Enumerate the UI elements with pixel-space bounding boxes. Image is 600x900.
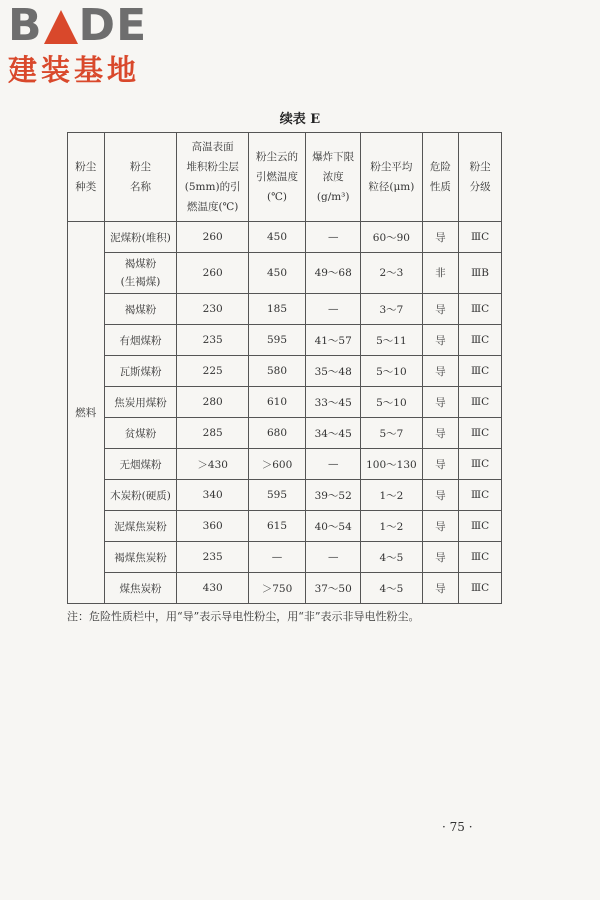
cell-dust-name: 泥煤焦炭粉 [104, 511, 177, 542]
cell-cloud-ignition-temp: 595 [248, 480, 305, 511]
cell-cloud-ignition-temp: 450 [248, 253, 305, 294]
cell-dust-name: 褐煤粉 (生褐煤) [104, 253, 177, 294]
cell-hazard-nature: 导 [422, 542, 459, 573]
logo-brand-mark: B DE [8, 0, 148, 51]
cell-explosion-limit: 33～45 [306, 387, 361, 418]
cell-dust-name: 木炭粉(硬质) [104, 480, 177, 511]
cell-particle-size: 60～90 [361, 222, 422, 253]
cell-particle-size: 5～7 [361, 418, 422, 449]
cell-layer-ignition-temp: 430 [177, 573, 248, 604]
table-row [68, 418, 502, 449]
cell-dust-class: ⅢC [459, 294, 502, 325]
cell-particle-size: 1～2 [361, 480, 422, 511]
cell-explosion-limit: 35～48 [306, 356, 361, 387]
table-row [68, 480, 502, 511]
header-particle-size: 粉尘平均 粒径(μm) [361, 133, 422, 222]
cell-dust-class: ⅢC [459, 573, 502, 604]
cell-particle-size: 100～130 [361, 449, 422, 480]
cell-cloud-ignition-temp: — [248, 542, 305, 573]
cell-explosion-limit: 34～45 [306, 418, 361, 449]
table-note: 注：危险性质栏中，用“导”表示导电性粉尘，用“非”表示非导电性粉尘。 [67, 610, 420, 623]
table-title: 续表 E [279, 112, 321, 127]
cell-particle-size: 5～10 [361, 356, 422, 387]
cell-dust-name: 有烟煤粉 [104, 325, 177, 356]
cell-dust-class: ⅢC [459, 325, 502, 356]
cell-cloud-ignition-temp: 185 [248, 294, 305, 325]
cell-particle-size: 4～5 [361, 573, 422, 604]
header-hazard-nature: 危险 性质 [422, 133, 459, 222]
cell-explosion-limit: 49～68 [306, 253, 361, 294]
cell-layer-ignition-temp: 230 [177, 294, 248, 325]
header-layer-ignition-temp: 高温表面 堆积粉尘层 (5mm)的引 燃温度(℃) [177, 133, 248, 222]
table-header-row [68, 133, 502, 222]
cell-dust-class: ⅢC [459, 542, 502, 573]
cell-hazard-nature: 导 [422, 356, 459, 387]
cell-hazard-nature: 导 [422, 573, 459, 604]
cell-dust-name: 焦炭用煤粉 [104, 387, 177, 418]
table-row [68, 449, 502, 480]
cell-cloud-ignition-temp: 450 [248, 222, 305, 253]
cell-dust-class: ⅢC [459, 356, 502, 387]
header-dust-name: 粉尘 名称 [104, 133, 177, 222]
cell-dust-class: ⅢB [459, 253, 502, 294]
cell-hazard-nature: 导 [422, 222, 459, 253]
cell-dust-name: 褐煤粉 [104, 294, 177, 325]
cell-dust-class: ⅢC [459, 480, 502, 511]
cell-hazard-nature: 导 [422, 449, 459, 480]
table-row [68, 253, 502, 294]
cell-dust-name: 瓦斯煤粉 [104, 356, 177, 387]
cell-layer-ignition-temp: 340 [177, 480, 248, 511]
cell-dust-name: 无烟煤粉 [104, 449, 177, 480]
cell-cloud-ignition-temp: 615 [248, 511, 305, 542]
table-row [68, 387, 502, 418]
cell-particle-size: 1～2 [361, 511, 422, 542]
header-dust-type: 粉尘 种类 [68, 133, 105, 222]
cell-hazard-nature: 导 [422, 480, 459, 511]
cell-dust-name: 贫煤粉 [104, 418, 177, 449]
cell-dust-name: 泥煤粉(堆积) [104, 222, 177, 253]
cell-hazard-nature: 导 [422, 511, 459, 542]
cell-dust-name: 煤焦炭粉 [104, 573, 177, 604]
cell-particle-size: 3～7 [361, 294, 422, 325]
header-dust-class: 粉尘 分级 [459, 133, 502, 222]
header-explosion-limit: 爆炸下限 浓度 (g/m³) [306, 133, 361, 222]
cell-layer-ignition-temp: 225 [177, 356, 248, 387]
cell-explosion-limit: 40～54 [306, 511, 361, 542]
cell-dust-class: ⅢC [459, 418, 502, 449]
cell-explosion-limit: — [306, 449, 361, 480]
cell-hazard-nature: 导 [422, 387, 459, 418]
cell-cloud-ignition-temp: 680 [248, 418, 305, 449]
cell-category: 燃料 [68, 222, 105, 604]
cell-hazard-nature: 导 [422, 325, 459, 356]
cell-explosion-limit: 39～52 [306, 480, 361, 511]
table-row [68, 542, 502, 573]
cell-dust-name: 褐煤焦炭粉 [104, 542, 177, 573]
cell-particle-size: 5～10 [361, 387, 422, 418]
table-row [68, 222, 502, 253]
cell-particle-size: 2～3 [361, 253, 422, 294]
cell-layer-ignition-temp: ＞430 [177, 449, 248, 480]
cell-explosion-limit: 37～50 [306, 573, 361, 604]
header-cloud-ignition-temp: 粉尘云的 引燃温度 (℃) [248, 133, 305, 222]
cell-cloud-ignition-temp: 580 [248, 356, 305, 387]
cell-dust-class: ⅢC [459, 511, 502, 542]
logo-subtitle: 建装基地 [8, 53, 141, 87]
bade-logo [8, 0, 178, 88]
cell-explosion-limit: 41～57 [306, 325, 361, 356]
cell-explosion-limit: — [306, 542, 361, 573]
cell-particle-size: 4～5 [361, 542, 422, 573]
cell-cloud-ignition-temp: 595 [248, 325, 305, 356]
cell-cloud-ignition-temp: 610 [248, 387, 305, 418]
cell-hazard-nature: 非 [422, 253, 459, 294]
cell-hazard-nature: 导 [422, 418, 459, 449]
table-row [68, 573, 502, 604]
cell-explosion-limit: — [306, 294, 361, 325]
cell-layer-ignition-temp: 235 [177, 542, 248, 573]
table-row [68, 294, 502, 325]
cell-layer-ignition-temp: 360 [177, 511, 248, 542]
table-row [68, 356, 502, 387]
cell-layer-ignition-temp: 235 [177, 325, 248, 356]
cell-dust-class: ⅢC [459, 387, 502, 418]
cell-cloud-ignition-temp: ＞750 [248, 573, 305, 604]
logo-triangle-icon [44, 10, 78, 44]
cell-cloud-ignition-temp: ＞600 [248, 449, 305, 480]
table-row [68, 511, 502, 542]
cell-hazard-nature: 导 [422, 294, 459, 325]
cell-layer-ignition-temp: 280 [177, 387, 248, 418]
dust-table [67, 132, 502, 604]
cell-explosion-limit: — [306, 222, 361, 253]
cell-particle-size: 5～11 [361, 325, 422, 356]
table-row [68, 325, 502, 356]
cell-layer-ignition-temp: 260 [177, 222, 248, 253]
cell-layer-ignition-temp: 260 [177, 253, 248, 294]
page-number: · 75 · [442, 820, 473, 834]
cell-dust-class: ⅢC [459, 449, 502, 480]
cell-dust-class: ⅢC [459, 222, 502, 253]
cell-layer-ignition-temp: 285 [177, 418, 248, 449]
